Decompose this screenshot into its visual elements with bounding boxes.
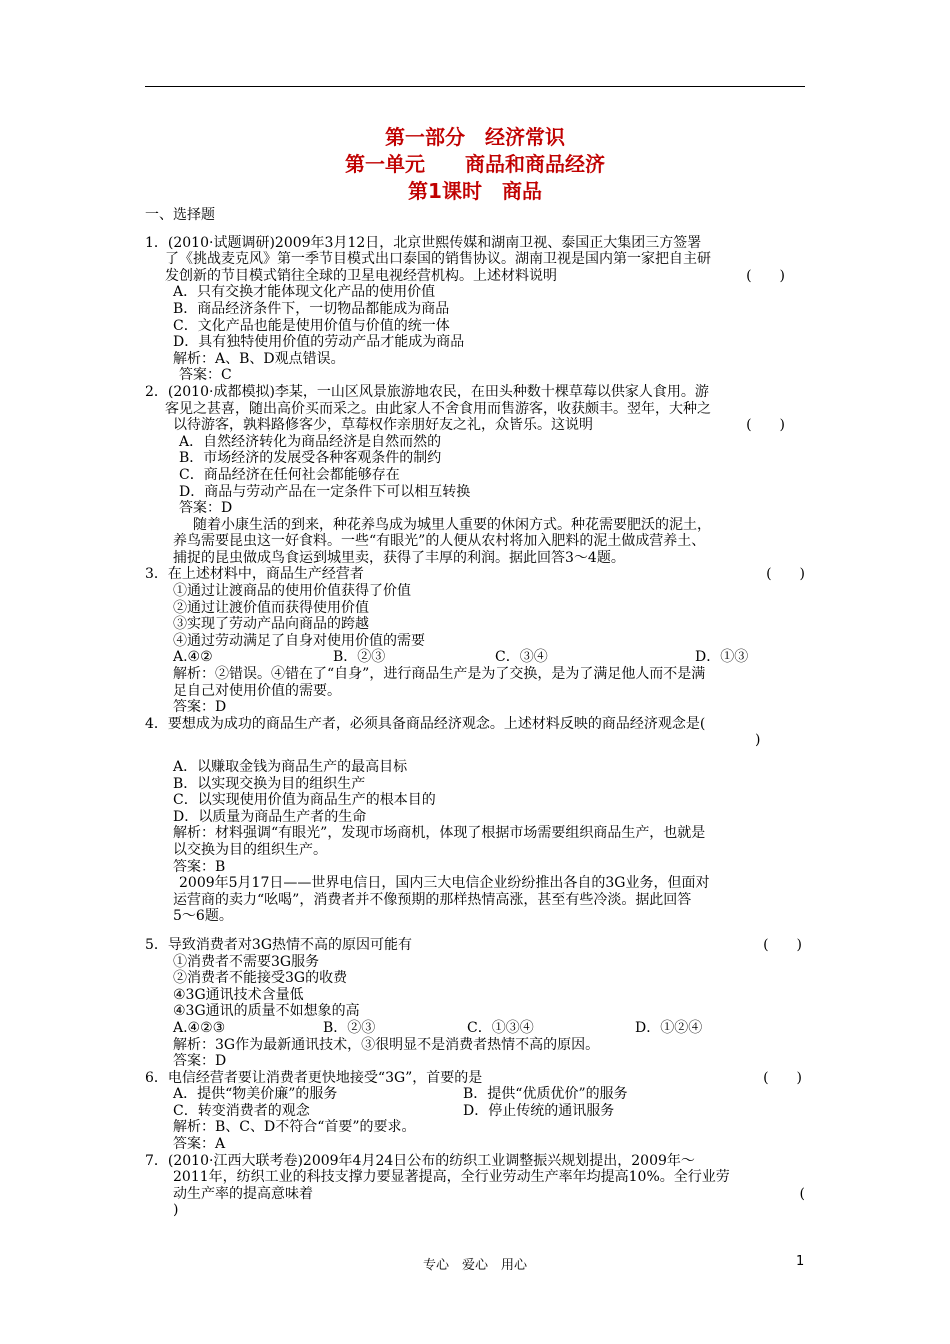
- answer-paren: ( ): [763, 1069, 802, 1086]
- part-title: 第一部分 经济常识: [385, 125, 565, 149]
- answer-paren: ( ): [746, 267, 785, 284]
- question-stem-line: [145, 1186, 805, 1203]
- option-c: C．文化产品也能是使用价值与价值的统一体: [173, 317, 450, 334]
- answer: 答案：A: [173, 1136, 226, 1153]
- question-1: [145, 235, 805, 384]
- analysis: 解析：3G作为最新通讯技术，③很明显不是消费者热情不高的原因。: [173, 1036, 600, 1053]
- question-stem-line: [145, 566, 805, 583]
- answer: 答案：D: [173, 699, 227, 716]
- material-line: 2009年5月17日——世界电信日，国内三大电信企业纷纷推出各自的3G业务，但面对: [179, 875, 710, 892]
- analysis: 足自己对使用价值的需要。: [173, 682, 341, 699]
- choice-row: [145, 649, 805, 666]
- question-stem-line: [145, 1070, 805, 1087]
- answer-paren-open: (: [799, 1185, 805, 1202]
- stem-text: 5．导致消费者对3G热情不高的原因可能有: [145, 936, 412, 953]
- option-d: D．以质量为商品生产者的生命: [173, 808, 367, 825]
- statement-item: ②消费者不能接受3G的收费: [173, 970, 348, 987]
- option-d: D．停止传统的通讯服务: [463, 1102, 615, 1119]
- page-number: 1: [796, 1254, 805, 1269]
- question-stem-line: 4．要想成为成功的商品生产者，必须具备商品经济观念。上述材料反映的商品经济观念是(: [145, 715, 706, 732]
- footer-motto: 专心 爱心 用心: [422, 1258, 527, 1273]
- option-b: B．提供“优质优价”的服务: [463, 1086, 628, 1103]
- answer-paren: ( ): [763, 936, 802, 953]
- question-stem-line: 2011年，纺织工业的科技支撑力要显著提高，全行业劳动生产率年均提高10%。全行业劳: [173, 1169, 730, 1186]
- title-block: [145, 124, 805, 205]
- statement-item: ④3G通讯的质量不如想象的高: [173, 1003, 360, 1020]
- option-b: B．商品经济条件下，一切物品都能成为商品: [173, 300, 450, 317]
- material-passage-1: [145, 517, 805, 567]
- option-row: [145, 1086, 805, 1103]
- statement-item: ③实现了劳动产品向商品的跨越: [173, 616, 369, 633]
- choice-row: [145, 1020, 805, 1037]
- statement-item: ①消费者不需要3G服务: [173, 953, 320, 970]
- option-a: A．提供“物美价廉”的服务: [173, 1086, 338, 1103]
- statement-item: ④3G通讯技术含量低: [173, 986, 304, 1003]
- question-stem-line: 客见之甚喜，随出高价买而采之。由此家人不舍食用而售游客，收获颇丰。翌年，大种之: [165, 400, 711, 417]
- answer: 答案：D: [179, 500, 233, 517]
- question-5: [145, 937, 805, 1070]
- answer: 答案：D: [173, 1053, 227, 1070]
- option-b: B．市场经济的发展受各种客观条件的制约: [179, 450, 442, 467]
- question-7: [145, 1153, 805, 1219]
- answer-paren: ( ): [766, 566, 805, 583]
- option-d: D．具有独特使用价值的劳动产品才能成为商品: [173, 334, 465, 351]
- stem-text: 动生产率的提高意味着: [173, 1185, 313, 1202]
- material-line: 捕捉的昆虫做成鸟食运到城里卖，获得了丰厚的利润。据此回答3～4题。: [173, 549, 625, 566]
- analysis: 以交换为目的组织生产。: [173, 841, 327, 858]
- question-2: [145, 384, 805, 517]
- answer-paren: ( ): [746, 417, 785, 434]
- statement-item: ①通过让渡商品的使用价值获得了价值: [173, 583, 411, 600]
- question-stem-line: 2．(2010·成都模拟)李某，一山区风景旅游地农民，在田头种数十棵草莓以供家人食用。游: [145, 383, 709, 400]
- lesson-title: 第1课时 商品: [408, 179, 542, 203]
- choice-c: C．③④: [495, 649, 548, 666]
- option-c: C．以实现使用价值为商品生产的根本目的: [173, 792, 436, 809]
- header-rule: [145, 86, 805, 87]
- choice-a: A.④②: [173, 649, 213, 666]
- material-line: 5～6题。: [173, 908, 233, 925]
- option-c: C．转变消费者的观念: [173, 1102, 310, 1119]
- question-6: [145, 1070, 805, 1153]
- question-stem-line: 7．(2010·江西大联考卷)2009年4月24日公布的纺织工业调整振兴规划提出，2009年～: [145, 1152, 695, 1169]
- question-stem-line: [145, 268, 805, 285]
- analysis: 解析：②错误。④错在了“自身”，进行商品生产是为了交换，是为了满足他人而不是满: [173, 666, 706, 683]
- choice-b: B．②③: [323, 1019, 376, 1036]
- choice-c: C．①③④: [467, 1019, 534, 1036]
- option-a: A．只有交换才能体现文化产品的使用价值: [173, 284, 436, 301]
- option-row: [145, 1103, 805, 1120]
- material-passage-2: [145, 875, 805, 925]
- document-body: [145, 207, 805, 1219]
- unit-title: 第一单元 商品和商品经济: [345, 152, 605, 176]
- analysis: 解析：B、C、D不符合“首要”的要求。: [173, 1119, 416, 1136]
- answer-paren-close: ): [173, 1202, 179, 1219]
- statement-item: ④通过劳动满足了自身对使用价值的需要: [173, 632, 425, 649]
- material-line: 养鸟需要昆虫这一好食料。一些“有眼光”的人便从农村将加入肥料的泥土做成营养土、: [173, 533, 706, 550]
- stem-text: 以待游客，孰料路修客少，草莓权作亲朋好友之礼，众皆乐。这说明: [173, 417, 593, 434]
- question-stem-line: 1．(2010·试题调研)2009年3月12日，北京世熙传媒和湖南卫视、泰国正大集团三方签署: [145, 234, 702, 251]
- choice-a: A.④②③: [173, 1019, 226, 1036]
- analysis: 解析：A、B、D观点错误。: [173, 350, 345, 367]
- option-d: D．商品与劳动产品在一定条件下可以相互转换: [179, 483, 471, 500]
- question-stem-line: 了《挑战麦克风》第一季节目模式出口泰国的销售协议。湖南卫视是国内第一家把自主研: [165, 251, 711, 268]
- question-4: [145, 716, 805, 875]
- stem-text: 发创新的节目模式销往全球的卫星电视经营机构。上述材料说明: [165, 267, 557, 284]
- answer: 答案：B: [173, 858, 226, 875]
- stem-text: 6．电信经营者要让消费者更快地接受“3G”，首要的是: [145, 1069, 483, 1086]
- statement-item: ②通过让渡价值而获得使用价值: [173, 599, 369, 616]
- answer-paren-close: ): [755, 732, 761, 749]
- question-stem-line: [145, 937, 805, 954]
- option-b: B．以实现交换为目的组织生产: [173, 775, 366, 792]
- choice-d: D．①③: [695, 649, 749, 666]
- material-line: 随着小康生活的到来，种花养鸟成为城里人重要的休闲方式。种花需要肥沃的泥土，: [193, 516, 711, 533]
- section-heading: 一、选择题: [145, 207, 215, 223]
- question-3: [145, 566, 805, 715]
- choice-b: B．②③: [333, 649, 386, 666]
- material-line: 运营商的卖力“吆喝”，消费者并不像预期的那样热情高涨，甚至有些冷淡。据此回答: [173, 891, 692, 908]
- option-c: C．商品经济在任何社会都能够存在: [179, 466, 400, 483]
- answer: 答案：C: [179, 367, 232, 384]
- option-a: A．以赚取金钱为商品生产的最高目标: [173, 759, 408, 775]
- question-stem-line: [145, 417, 805, 434]
- option-a: A．自然经济转化为商品经济是自然而然的: [179, 433, 442, 450]
- analysis: 解析：材料强调“有眼光”，发现市场商机，体现了根据市场需要组织商品生产，也就是: [173, 825, 706, 842]
- choice-d: D．①②④: [635, 1019, 703, 1036]
- stem-text: 3．在上述材料中，商品生产经营者: [145, 566, 364, 583]
